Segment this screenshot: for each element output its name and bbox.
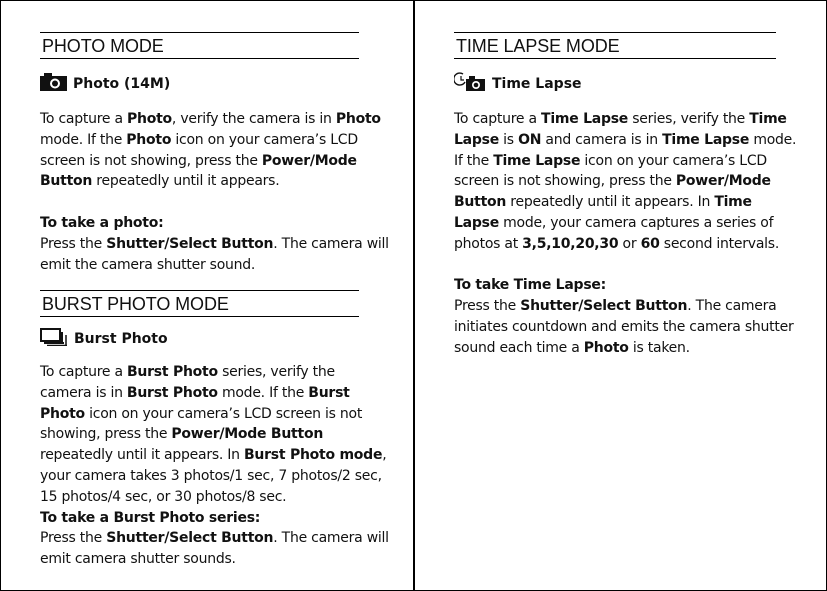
timelapse-subheading-label: Time Lapse xyxy=(492,76,582,92)
bold-term: Time Lapse xyxy=(454,111,787,148)
text-run: . The camera will emit the camera shutter sound. xyxy=(40,235,389,273)
bold-term: Burst Photo xyxy=(127,364,218,380)
text-run: icon on your camera’s LCD screen is not showing, press the xyxy=(454,152,767,190)
text-run: or xyxy=(618,235,641,252)
text-run: , your camera takes 3 photos/1 sec, 7 photos/2 sec, 15 photos/4 sec, or 30 photos/8 sec. xyxy=(40,447,387,505)
text-run: mode, your camera captures a series of photos at xyxy=(454,214,774,252)
text-run: series, verify the camera is in xyxy=(40,364,335,401)
photo-subheading xyxy=(40,73,390,95)
text-run: , verify the camera is in xyxy=(171,111,336,127)
bold-term: Time Lapse xyxy=(662,131,750,148)
text-run: icon on your camera’s LCD screen is not showing, press the xyxy=(40,405,363,443)
timelapse-mode-description xyxy=(454,109,799,255)
photo-howto-text xyxy=(40,234,390,276)
text-run: and camera is in xyxy=(541,131,663,148)
timelapse-subheading xyxy=(454,73,799,95)
text-run: is xyxy=(498,131,519,148)
burst-mode-section xyxy=(40,290,390,570)
bold-term: Power/Mode Button xyxy=(454,173,771,211)
bold-term: ON xyxy=(518,131,542,148)
bold-term: Photo xyxy=(127,111,172,127)
bold-term: Shutter/Select Button xyxy=(520,298,688,315)
photo-mode-section xyxy=(40,32,390,275)
text-run: To capture a xyxy=(40,111,128,127)
bold-term: Photo xyxy=(583,339,629,356)
photo-mode-description xyxy=(40,109,390,192)
text-run: Press the xyxy=(40,235,107,252)
text-run: is taken. xyxy=(628,339,690,356)
burst-mode-description xyxy=(40,362,390,508)
bold-term: Burst Photo xyxy=(126,384,218,401)
text-run: mode. If the xyxy=(40,131,127,148)
bold-term: Burst Photo xyxy=(40,384,350,422)
burst-mode-title: BURST PHOTO MODE xyxy=(40,290,359,317)
timelapse-howto-text xyxy=(454,296,799,358)
timelapse-howto-heading: To take Time Lapse: xyxy=(454,277,606,294)
camera-icon xyxy=(40,73,67,95)
bold-term: Shutter/Select Button xyxy=(106,530,274,547)
burst-subheading xyxy=(40,328,390,350)
text-run: Press the xyxy=(454,298,521,315)
text-run: repeatedly until it appears. xyxy=(92,173,280,190)
bold-term: Burst Photo mode xyxy=(244,447,383,464)
bold-term: Time Lapse xyxy=(541,111,629,127)
text-run: . The camera will emit camera shutter sounds. xyxy=(40,530,389,568)
timelapse-mode-section xyxy=(454,32,799,359)
burst-subheading-label: Burst Photo xyxy=(74,331,168,347)
bold-term: Photo xyxy=(126,131,172,148)
burst-howto-heading: To take a Burst Photo series: xyxy=(40,509,261,526)
photo-howto-heading: To take a photo: xyxy=(40,214,164,231)
bold-term: Time Lapse xyxy=(454,194,752,231)
photo-mode-title: PHOTO MODE xyxy=(40,32,359,59)
bold-term: Photo xyxy=(335,111,381,127)
text-run: series, verify the xyxy=(628,111,750,127)
burst-howto-text xyxy=(40,528,390,570)
bold-term: 60 xyxy=(640,235,660,252)
text-run: repeatedly until it appears. In xyxy=(506,194,715,211)
text-run: mode. If the xyxy=(217,384,309,401)
time-lapse-icon xyxy=(454,72,486,96)
text-run: second intervals. xyxy=(659,235,780,252)
text-run: repeatedly until it appears. In xyxy=(40,447,244,464)
text-run: Press the xyxy=(40,530,107,547)
text-run: . The camera initiates countdown and emits the camera shutter sound each time a xyxy=(454,298,794,356)
text-run: To capture a xyxy=(454,111,542,127)
text-run: icon on your camera’s LCD screen is not showing, press the xyxy=(40,131,358,169)
text-run: mode. If the xyxy=(454,131,797,169)
timelapse-mode-title: TIME LAPSE MODE xyxy=(454,32,776,59)
column-divider xyxy=(413,1,415,590)
text-run: To capture a xyxy=(40,364,128,380)
burst-photo-icon xyxy=(40,328,68,350)
bold-term: Shutter/Select Button xyxy=(106,235,274,252)
photo-subheading-label: Photo (14M) xyxy=(73,76,171,92)
bold-term: Time Lapse xyxy=(493,152,581,169)
bold-term: Power/Mode Button xyxy=(171,426,324,443)
bold-term: 3,5,10,20,30 xyxy=(522,235,619,252)
bold-term: Power/Mode Button xyxy=(40,152,357,190)
